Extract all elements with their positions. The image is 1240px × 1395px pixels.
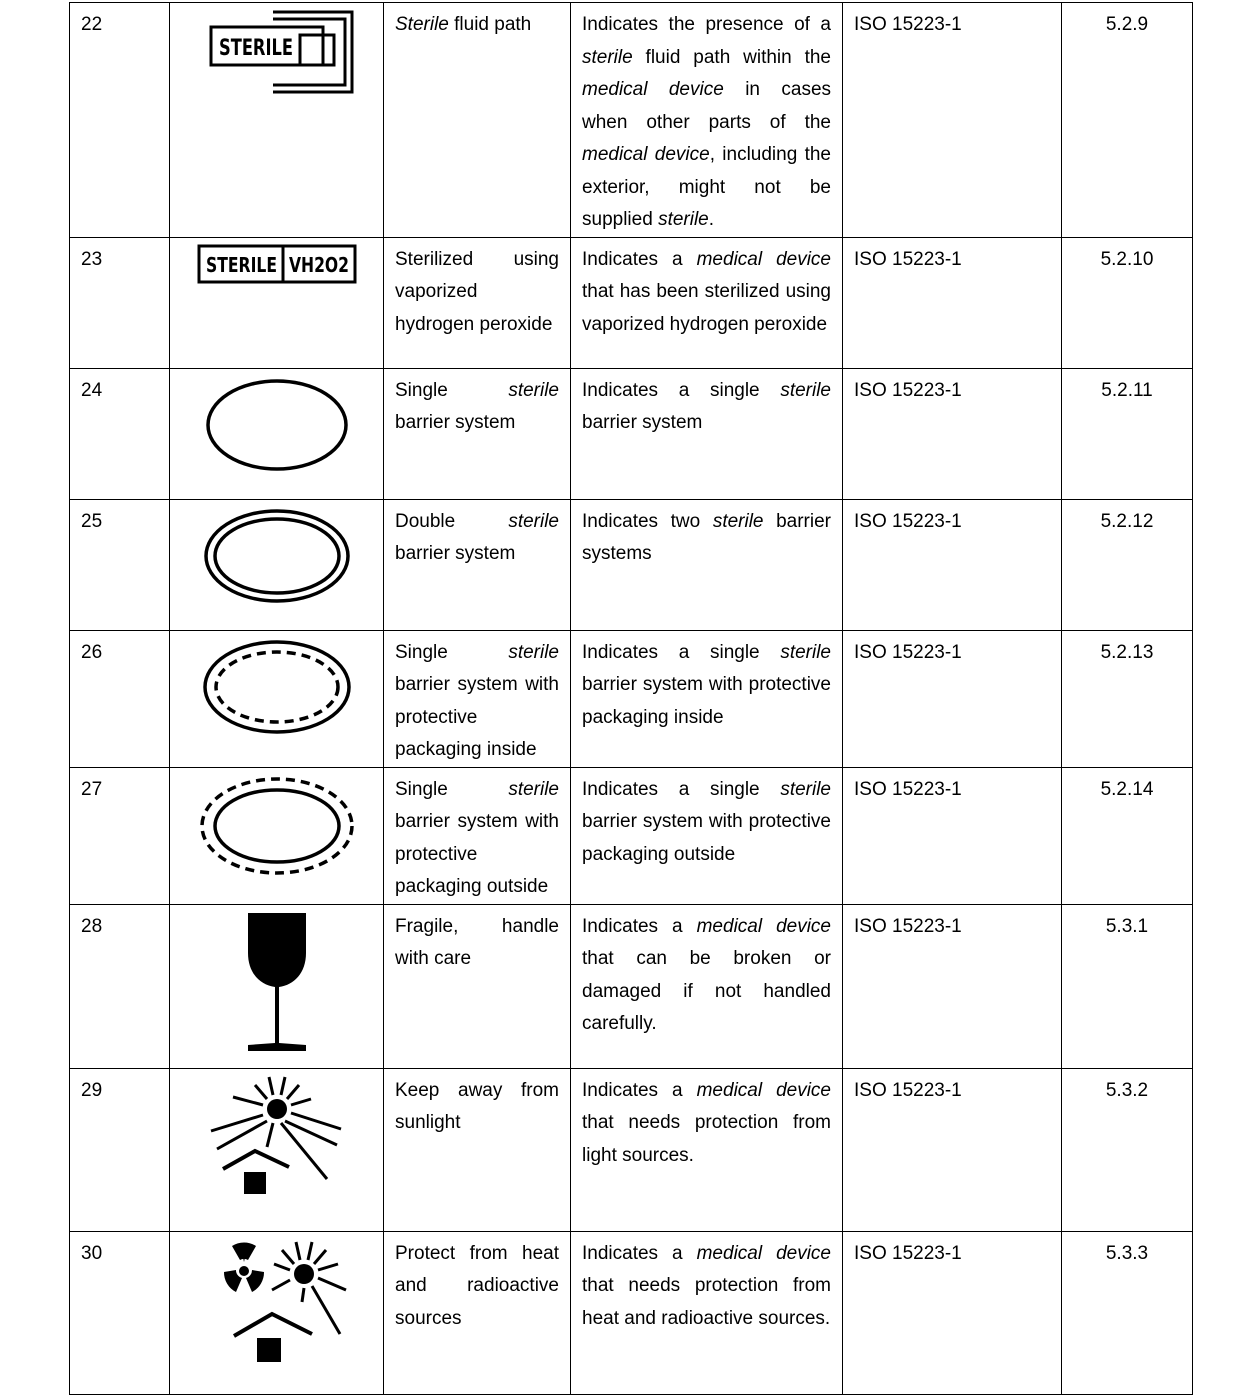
title-text-0: Single — [395, 379, 509, 401]
desc-text-0: Indicates the presence of a — [582, 14, 831, 35]
sterile-barrier-protective-outside-icon — [198, 774, 356, 878]
desc-text-0: Indicates a single — [582, 641, 781, 663]
clause-number: 5.2.10 — [1062, 237, 1193, 368]
table-row — [70, 1068, 1193, 1231]
symbols-table — [69, 2, 1193, 1395]
desc-text-3: medical device — [582, 79, 724, 100]
symbol-description — [571, 630, 843, 767]
clause-number: 5.2.13 — [1062, 630, 1193, 767]
table-row — [70, 499, 1193, 630]
row-number: 30 — [70, 1231, 170, 1394]
desc-text-2: barrier system with protective packaging inside — [582, 674, 831, 728]
clause-number: 5.2.14 — [1062, 767, 1193, 904]
row-number: 22 — [70, 3, 170, 238]
title-text-0: Single — [395, 641, 509, 663]
desc-text-1: medical device — [696, 248, 831, 270]
title-text-1: sterile — [508, 641, 559, 663]
table-row — [70, 368, 1193, 499]
desc-text-1: medical device — [696, 915, 831, 937]
desc-text-1: sterile — [712, 510, 764, 532]
reference-standard: ISO 15223-1 — [843, 1068, 1062, 1231]
desc-text-1: sterile — [582, 46, 633, 68]
title-text-1: fluid path — [448, 14, 532, 35]
symbol-title — [384, 237, 571, 368]
table-row — [70, 904, 1193, 1068]
desc-text-2: barrier system with protective packaging outside — [582, 811, 831, 865]
symbol-cell — [170, 237, 384, 368]
title-text-0: Protect from heat and radioactive sources — [395, 1242, 559, 1329]
table-row — [70, 237, 1193, 368]
symbol-cell — [170, 630, 384, 767]
desc-text-2: that has been sterilized using vaporized hydrogen peroxide — [582, 281, 831, 335]
clause-number: 5.2.11 — [1062, 368, 1193, 499]
symbol-title — [384, 1068, 571, 1231]
desc-text-0: Indicates a — [582, 248, 697, 270]
sterile-barrier-protective-inside-icon — [200, 637, 354, 737]
symbol-title — [384, 767, 571, 904]
title-text-0: Fragile, handle with care — [395, 915, 559, 969]
symbol-title — [384, 368, 571, 499]
reference-standard: ISO 15223-1 — [843, 1231, 1062, 1394]
desc-text-7: sterile — [658, 209, 709, 230]
desc-text-1: medical device — [696, 1079, 831, 1101]
clause-number: 5.3.1 — [1062, 904, 1193, 1068]
fragile-glass-icon — [242, 911, 312, 1056]
desc-text-0: Indicates a — [582, 915, 697, 937]
sterile-vh2o2-icon — [197, 244, 357, 284]
symbol-cell — [170, 904, 384, 1068]
symbol-title — [384, 904, 571, 1068]
keep-away-from-sunlight-icon — [207, 1075, 347, 1199]
vh2o2-label: VH2O2 — [288, 252, 349, 277]
title-text-2: barrier system — [395, 412, 516, 433]
title-text-0: Sterile — [395, 14, 449, 35]
symbol-description — [571, 237, 843, 368]
sterile-label: STERILE — [218, 36, 293, 61]
sterile-label: STERILE — [205, 252, 277, 277]
clause-number: 5.2.12 — [1062, 499, 1193, 630]
desc-text-2: that needs protection from light sources. — [582, 1112, 831, 1166]
row-number: 24 — [70, 368, 170, 499]
symbol-description — [571, 904, 843, 1068]
row-number: 26 — [70, 630, 170, 767]
clause-number: 5.2.9 — [1062, 3, 1193, 238]
desc-text-1: sterile — [780, 778, 831, 800]
symbol-title — [384, 1231, 571, 1394]
symbol-cell — [170, 1231, 384, 1394]
reference-standard: ISO 15223-1 — [843, 767, 1062, 904]
desc-text-1: sterile — [780, 379, 831, 401]
reference-standard: ISO 15223-1 — [843, 630, 1062, 767]
desc-text-0: Indicates a — [582, 1079, 697, 1101]
title-text-2: barrier system with protective packaging outside — [395, 811, 559, 897]
clause-number: 5.3.2 — [1062, 1068, 1193, 1231]
radiation-trefoil-icon — [223, 1242, 263, 1292]
row-number: 29 — [70, 1068, 170, 1231]
title-text-2: barrier system with protective packaging inside — [395, 674, 559, 760]
title-text-1: sterile — [508, 778, 559, 800]
desc-text-2: that needs protection from heat and radioactive sources. — [582, 1275, 831, 1329]
row-number: 25 — [70, 499, 170, 630]
double-sterile-barrier-icon — [202, 506, 352, 606]
reference-standard: ISO 15223-1 — [843, 3, 1062, 238]
symbol-cell — [170, 3, 384, 238]
symbol-description — [571, 1068, 843, 1231]
desc-text-8: . — [708, 209, 715, 230]
title-text-0: Single — [395, 778, 509, 800]
title-text-0: Keep away from sunlight — [395, 1079, 559, 1133]
symbol-description — [571, 1231, 843, 1394]
reference-standard: ISO 15223-1 — [843, 904, 1062, 1068]
symbol-cell — [170, 499, 384, 630]
clause-number: 5.3.3 — [1062, 1231, 1193, 1394]
desc-text-2: that can be broken or damaged if not handled carefully. — [582, 948, 831, 1034]
desc-text-0: Indicates a — [582, 1242, 697, 1264]
reference-standard: ISO 15223-1 — [843, 237, 1062, 368]
table-row — [70, 767, 1193, 904]
row-number: 27 — [70, 767, 170, 904]
symbol-title — [384, 630, 571, 767]
sterile-fluid-path-icon — [197, 9, 357, 99]
desc-text-0: Indicates a single — [582, 778, 781, 800]
single-sterile-barrier-icon — [202, 375, 352, 475]
desc-text-2: barrier system — [582, 412, 703, 433]
desc-text-0: Indicates two — [582, 510, 713, 532]
symbol-title — [384, 499, 571, 630]
symbol-cell — [170, 1068, 384, 1231]
desc-text-6: , including the exterior, might not be supplied — [582, 144, 832, 230]
symbol-description — [571, 368, 843, 499]
protect-from-heat-radioactive-icon — [204, 1238, 350, 1364]
symbol-title — [384, 3, 571, 238]
title-text-1: sterile — [508, 379, 559, 401]
table-row — [70, 630, 1193, 767]
desc-text-1: medical device — [696, 1242, 831, 1264]
title-text-0: Sterilized using vaporized hydrogen peroxide — [395, 248, 559, 335]
table-row — [70, 3, 1193, 238]
desc-text-2: barrier systems — [582, 510, 831, 564]
reference-standard: ISO 15223-1 — [843, 368, 1062, 499]
row-number: 28 — [70, 904, 170, 1068]
desc-text-2: fluid path within the — [632, 46, 831, 68]
symbol-cell — [170, 767, 384, 904]
symbol-description — [571, 767, 843, 904]
title-text-0: Double — [395, 510, 509, 532]
title-text-2: barrier system — [395, 543, 516, 564]
reference-standard: ISO 15223-1 — [843, 499, 1062, 630]
desc-text-0: Indicates a single — [582, 379, 781, 401]
table-row — [70, 1231, 1193, 1394]
desc-text-4: in cases when other parts of the — [582, 79, 832, 133]
desc-text-1: sterile — [780, 641, 831, 663]
row-number: 23 — [70, 237, 170, 368]
symbol-description — [571, 499, 843, 630]
symbol-description — [571, 3, 843, 238]
title-text-1: sterile — [508, 510, 559, 532]
symbol-cell — [170, 368, 384, 499]
desc-text-5: medical device — [582, 144, 710, 165]
symbols-table-body — [70, 3, 1193, 1395]
